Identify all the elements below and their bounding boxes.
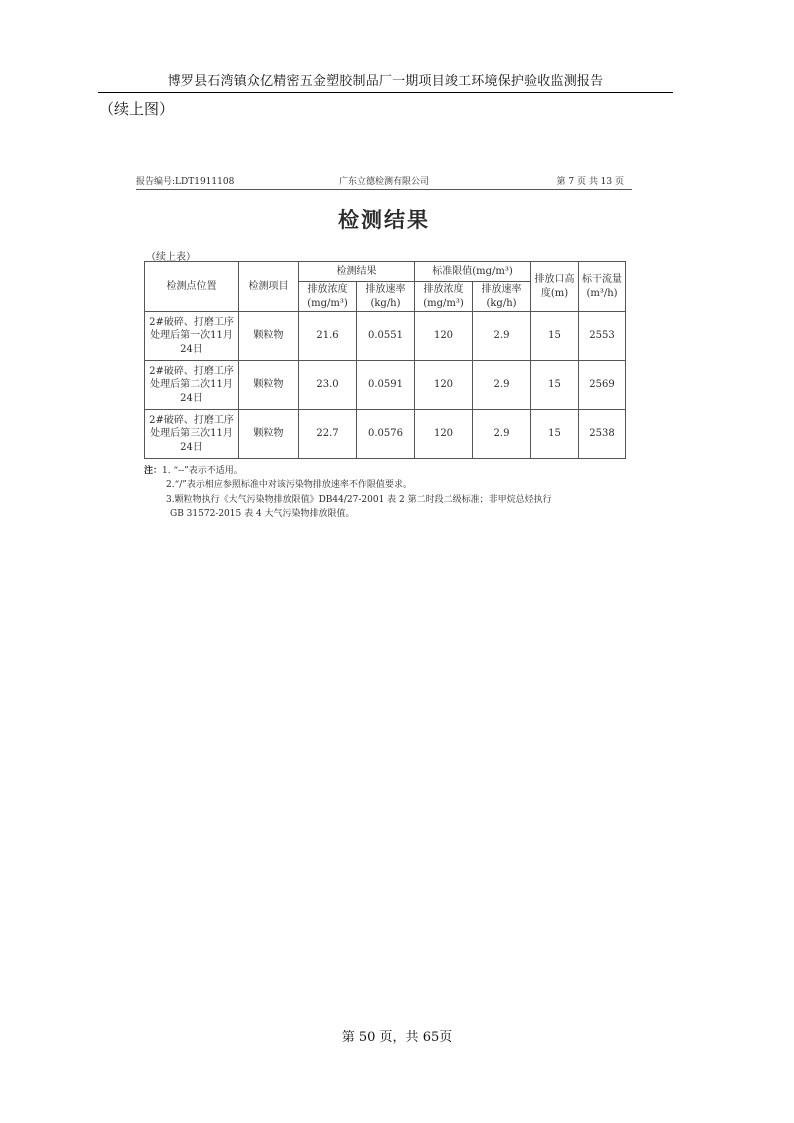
- cell-limit-rate: 2.9: [473, 312, 531, 361]
- continued-table-label: （续上表）: [146, 252, 196, 263]
- report-number: 报告编号:LDT1911108: [136, 177, 235, 187]
- header-item: 检测项目: [239, 262, 299, 312]
- report-meta-bar: [136, 174, 632, 190]
- report-page-info: 第 7 页 共 13 页: [556, 177, 624, 187]
- table-notes: [144, 464, 552, 522]
- notes-label: 注：: [144, 466, 163, 476]
- table-row: [145, 361, 626, 410]
- header-limit-conc: 排放浓度(mg/m³): [415, 282, 473, 312]
- cell-item: 颗粒物: [239, 410, 299, 459]
- cell-flow: 2553: [579, 312, 626, 361]
- results-table: [144, 261, 626, 459]
- cell-conc: 22.7: [299, 410, 357, 459]
- cell-height: 15: [531, 361, 579, 410]
- cell-limit-rate: 2.9: [473, 410, 531, 459]
- cell-height: 15: [531, 410, 579, 459]
- header-limit-rate: 排放速率(kg/h): [473, 282, 531, 312]
- continued-label: （续上图）: [99, 100, 175, 118]
- table-row: [145, 312, 626, 361]
- cell-rate: 0.0576: [357, 410, 415, 459]
- cell-limit-rate: 2.9: [473, 361, 531, 410]
- note-3-continued: GB 31572-2015 表 4 大气污染物排放限值。: [170, 509, 355, 520]
- cell-limit-conc: 120: [415, 312, 473, 361]
- cell-height: 15: [531, 312, 579, 361]
- header-limits-group: 标准限值(mg/m³): [415, 262, 531, 282]
- note-1: 1. “--”表示不适用。: [162, 466, 243, 476]
- header-flow: 标干流量(m³/h): [579, 262, 626, 312]
- results-title: 检测结果: [338, 208, 430, 232]
- note-2: 2.“/”表示相应参照标准中对该污染物排放速率不作限值要求。: [166, 480, 412, 491]
- cell-location: 2#破碎、打磨工序处理后第三次11月24日: [145, 410, 239, 459]
- header-conc: 排放浓度(mg/m³): [299, 282, 357, 312]
- report-header-title: 博罗县石湾镇众亿精密五金塑胶制品厂一期项目竣工环境保护验收监测报告: [98, 70, 673, 93]
- table-row: [145, 410, 626, 459]
- cell-conc: 21.6: [299, 312, 357, 361]
- company-name: 广东立德检测有限公司: [338, 177, 429, 187]
- cell-item: 颗粒物: [239, 361, 299, 410]
- cell-rate: 0.0591: [357, 361, 415, 410]
- cell-item: 颗粒物: [239, 312, 299, 361]
- cell-limit-conc: 120: [415, 410, 473, 459]
- page-number: 第 50 页，共 65页: [341, 1030, 453, 1045]
- header-rate: 排放速率(kg/h): [357, 282, 415, 312]
- cell-rate: 0.0551: [357, 312, 415, 361]
- cell-conc: 23.0: [299, 361, 357, 410]
- cell-flow: 2569: [579, 361, 626, 410]
- embedded-test-report: [136, 168, 632, 538]
- cell-flow: 2538: [579, 410, 626, 459]
- header-location: 检测点位置: [145, 262, 239, 312]
- cell-location: 2#破碎、打磨工序处理后第二次11月24日: [145, 361, 239, 410]
- header-outlet-height: 排放口高度(m): [531, 262, 579, 312]
- cell-location: 2#破碎、打磨工序处理后第一次11月24日: [145, 312, 239, 361]
- note-3: 3.颗粒物执行《大气污染物排放限值》DB44/27-2001 表 2 第二时段二级标准；非甲烷总烃执行: [166, 494, 552, 505]
- cell-limit-conc: 120: [415, 361, 473, 410]
- header-results-group: 检测结果: [299, 262, 415, 282]
